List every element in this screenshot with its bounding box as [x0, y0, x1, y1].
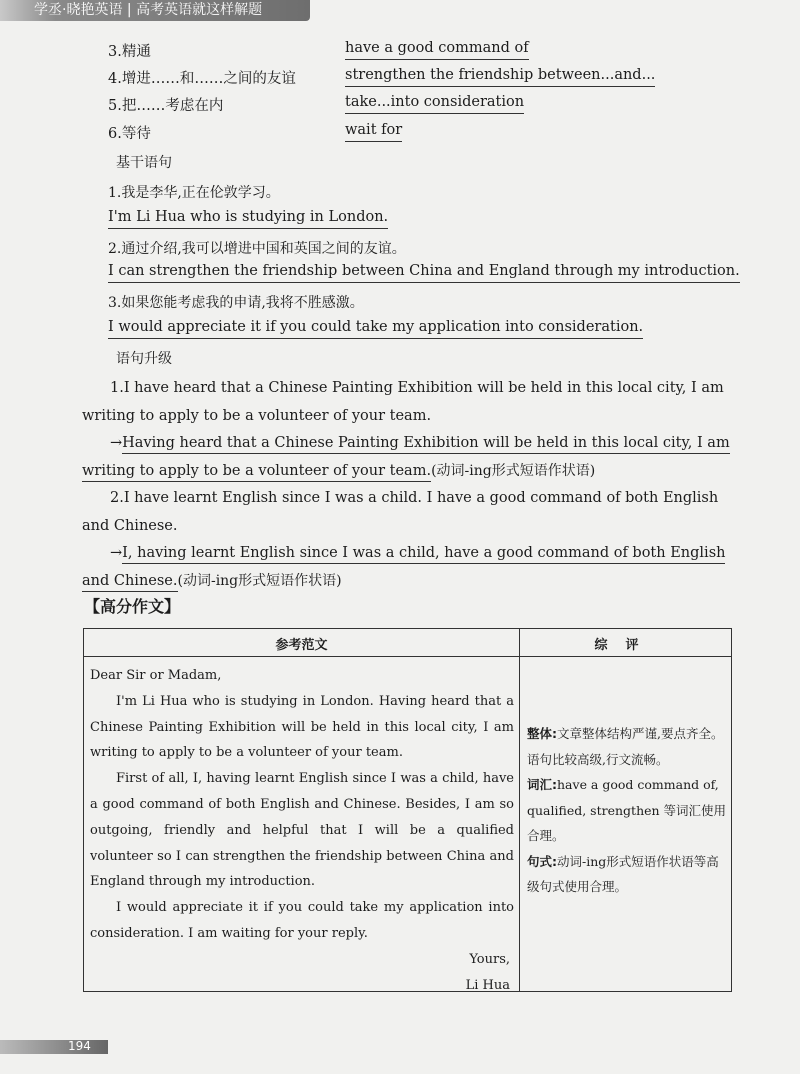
review-label: 整体:: [527, 726, 557, 741]
arrow-icon: →: [110, 435, 123, 451]
basic-en-1: I'm Li Hua who is studying in London.: [108, 209, 388, 229]
basic-cn-3: 3.如果您能考虑我的申请,我将不胜感激。: [108, 295, 364, 311]
col-header-review: 综评: [594, 638, 657, 653]
col-header-essay: 参考范文: [275, 638, 328, 653]
improved-sentence: I, having learnt English since I was a child, have a good command of both English and Chinese.: [82, 545, 725, 592]
vocab-en: strengthen the friendship between...and...: [345, 67, 655, 87]
basic-heading: 基干语句: [116, 155, 172, 171]
vocab-row: [0, 120, 800, 146]
review-text: have a good command of, qualified, strengthen 等词汇使用合理。: [527, 777, 727, 843]
signature: Li Hua: [465, 977, 510, 993]
vocab-cn: 3.精通: [108, 44, 151, 60]
upgrade-improved-2: [82, 540, 734, 595]
vocab-cn: 4.增进……和……之间的友谊: [108, 71, 296, 87]
review-label: 句式:: [527, 853, 557, 869]
vocab-row: [0, 65, 800, 91]
essay-table: [83, 628, 732, 992]
letter-paragraph: I'm Li Hua who is studying in London. Having heard that a Chinese Painting Exhibition will be held in this local city, I am writing to apply to be a volunteer of your team.: [90, 693, 514, 761]
sample-letter: [90, 663, 514, 998]
vocab-cn: 6.等待: [108, 126, 151, 142]
upgrade-improved-1: [82, 430, 734, 485]
review-panel: [527, 721, 727, 900]
vocab-row: [0, 92, 800, 118]
vocab-en: wait for: [345, 122, 402, 142]
salutation: Dear Sir or Madam,: [90, 668, 222, 683]
review-text: 动词-ing形式短语作状语等高级句式使用合理。: [527, 853, 719, 894]
basic-cn-2: 2.通过介绍,我可以增进中国和英国之间的友谊。: [108, 241, 406, 257]
book-header: 学丞·晓艳英语 | 高考英语就这样解题: [0, 0, 310, 21]
grammar-note: (动词-ing形式短语作状语): [177, 572, 342, 589]
basic-en-2: I can strengthen the friendship between China and England through my introduction.: [108, 263, 740, 283]
letter-paragraph: I would appreciate it if you could take my application into consideration. I am waiting for your reply.: [90, 900, 514, 941]
review-item: [527, 849, 727, 900]
letter-paragraph: First of all, I, having learnt English since I was a child, have a good command of both English and Chinese. Besides, I am so outgoing, friendly and helpful that I will be a qualified volunteer so I can strengthen the friendship between China and England through my introduction.: [90, 771, 514, 890]
closing: Yours,: [469, 951, 510, 967]
vocab-en: take...into consideration: [345, 94, 524, 114]
vocab-cn: 5.把……考虑在内: [108, 98, 224, 114]
review-item: [527, 772, 727, 849]
upgrade-original-1: 1.I have heard that a Chinese Painting Exhibition will be held in this local city, I am writing to apply to be a volunteer of your team.: [82, 380, 724, 424]
page-number: 194: [68, 1039, 91, 1053]
arrow-icon: →: [110, 545, 123, 561]
review-text: 文章整体结构严谨,要点齐全。语句比较高级,行文流畅。: [527, 726, 724, 767]
upgrade-original-2: 2.I have learnt English since I was a child. I have a good command of both English and Chinese.: [82, 490, 719, 534]
upgrade-heading: 语句升级: [116, 351, 172, 367]
section-title: 【高分作文】: [84, 597, 181, 616]
footer-bar: [0, 1040, 108, 1054]
basic-en-3: I would appreciate it if you could take my application into consideration.: [108, 319, 643, 339]
basic-cn-1: 1.我是李华,正在伦敦学习。: [108, 185, 280, 201]
review-label: 词汇:: [527, 777, 557, 792]
review-item: [527, 721, 727, 772]
improved-sentence: Having heard that a Chinese Painting Exhibition will be held in this local city, I am writing to apply to be a volunteer of your team.: [82, 435, 730, 482]
vocab-row: [0, 38, 800, 64]
grammar-note: (动词-ing形式短语作状语): [431, 462, 596, 479]
vocab-en: have a good command of: [345, 40, 529, 60]
